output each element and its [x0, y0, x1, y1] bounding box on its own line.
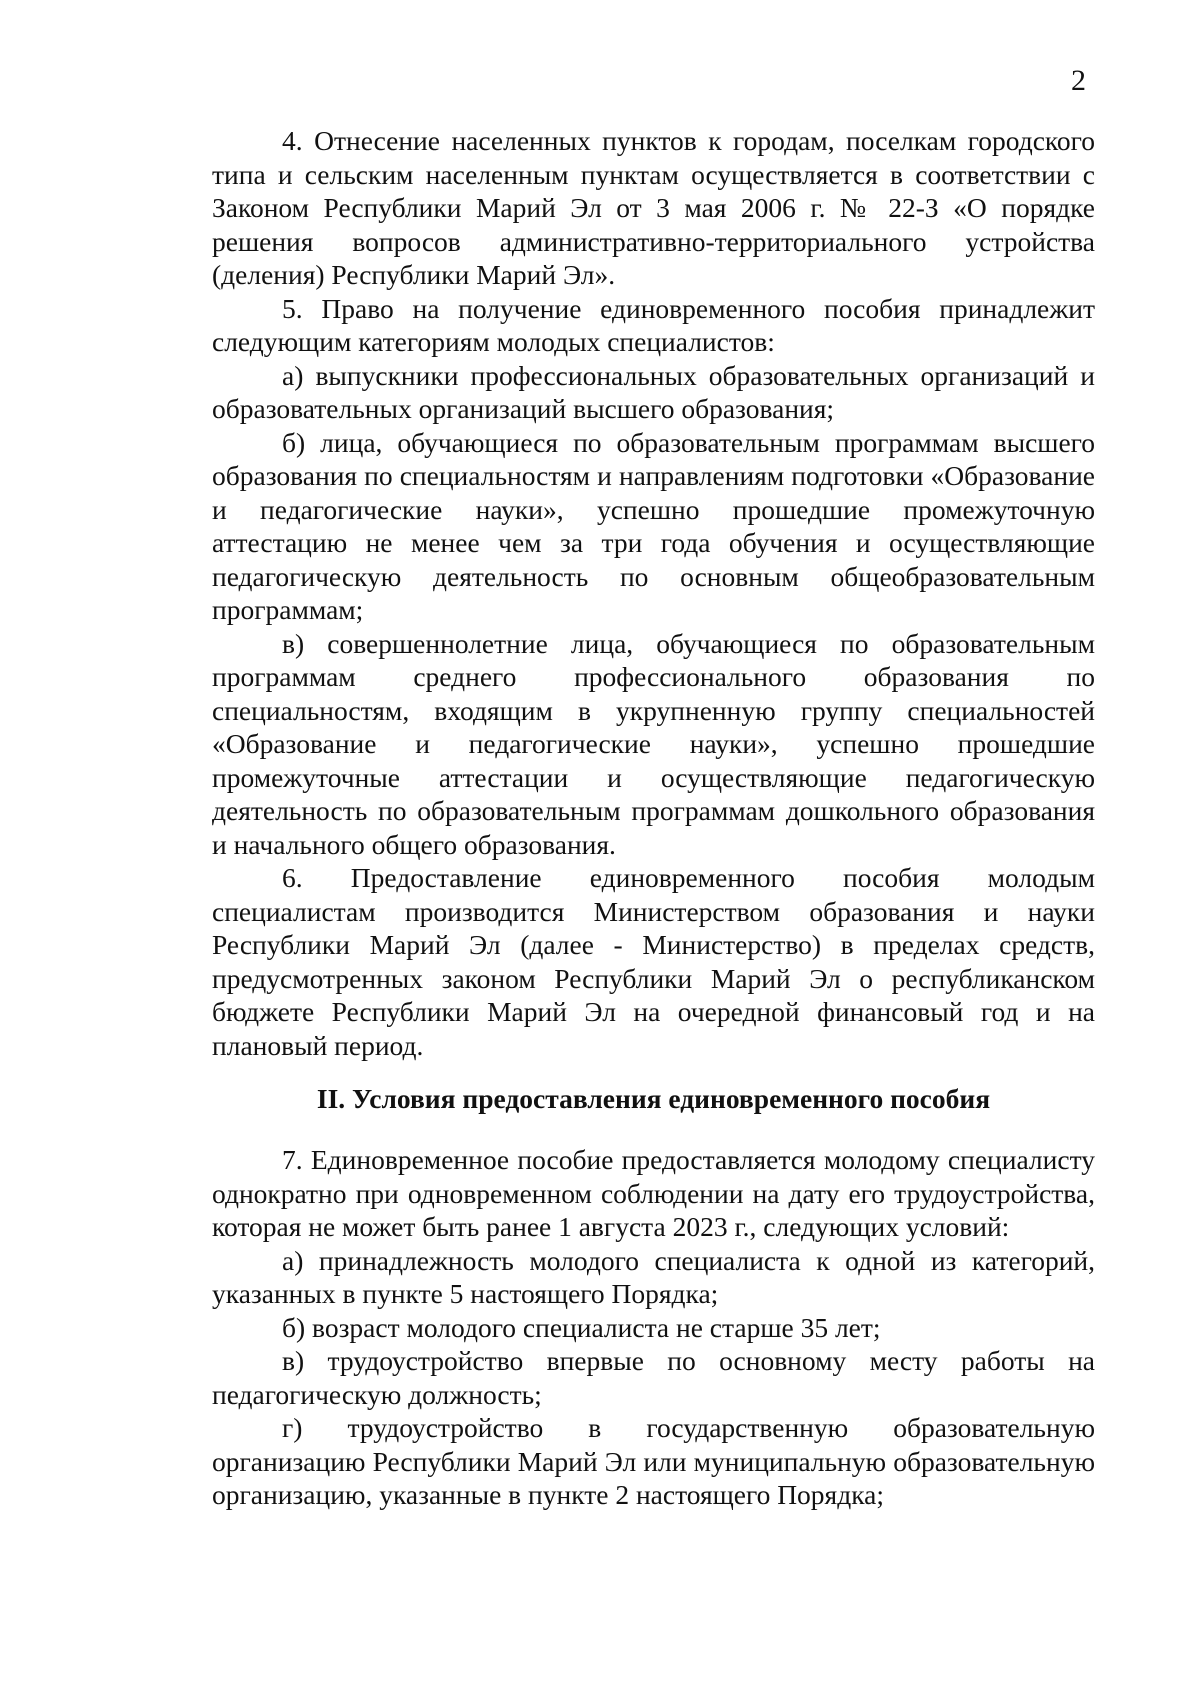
paragraph-5: 5. Право на получение единовременного пособия принадлежит следующим категориям молодых специалистов: [212, 292, 1095, 357]
paragraph-5b: б) лица, обучающиеся по образовательным программам высшего образования по специальностям и направлениям подготовки «Образование и педагогические науки», успешно прошедшие промежуточную аттестацию не менее чем за три года обучения и осуществляющие педагогическую деятельность по основным общеобразовательным программам; [212, 426, 1095, 625]
section-1-body [212, 124, 1095, 1062]
paragraph-7a: а) принадлежность молодого специалиста к одной из категорий, указанных в пункте 5 настоящего Порядка; [212, 1244, 1095, 1309]
section-2-heading: II. Условия предоставления единовременного пособия [316, 1083, 991, 1114]
paragraph-4: 4. Отнесение населенных пунктов к городам, поселкам городского типа и сельским населенным пунктам осуществляется в соответствии с Законом Республики Марий Эл от 3 мая 2006 г. № 22-З «О порядке решения вопросов административно-территориального устройства (деления) Республики Марий Эл». [212, 125, 1095, 290]
page-number: 2 [1071, 64, 1086, 97]
paragraph-5a: а) выпускники профессиональных образовательных организаций и образовательных организаций высшего образования; [212, 359, 1095, 424]
paragraph-7: 7. Единовременное пособие предоставляется молодому специалисту однократно при одновременном соблюдении на дату его трудоустройства, которая не может быть ранее 1 августа 2023 г., следующих условий: [212, 1144, 1095, 1242]
paragraph-7v: в) трудоустройство впервые по основному месту работы на педагогическую должность; [212, 1345, 1095, 1410]
section-2-body [212, 1143, 1095, 1512]
paragraph-5v: в) совершеннолетние лица, обучающиеся по образовательным программам среднего профессионального образования по специальностям, входящим в укрупненную группу специальностей «Образование и педагогические науки», успешно прошедшие промежуточные аттестации и осуществляющие педагогическую деятельность по образовательным программам дошкольного образования и начального общего образования. [212, 627, 1095, 860]
paragraph-6: 6. Предоставление единовременного пособия молодым специалистам производится Министерством образования и науки Республики Марий Эл (далее - Министерство) в пределах средств, предусмотренных законом Республики Марий Эл о республиканском бюджете Республики Марий Эл на очередной финансовый год и на плановый период. [212, 862, 1095, 1061]
paragraph-7g: г) трудоустройство в государственную образовательную организацию Республики Марий Эл или муниципальную образовательную организацию, указанные в пункте 2 настоящего Порядка; [212, 1412, 1095, 1510]
paragraph-7b: б) возраст молодого специалиста не старше 35 лет; [282, 1311, 881, 1343]
